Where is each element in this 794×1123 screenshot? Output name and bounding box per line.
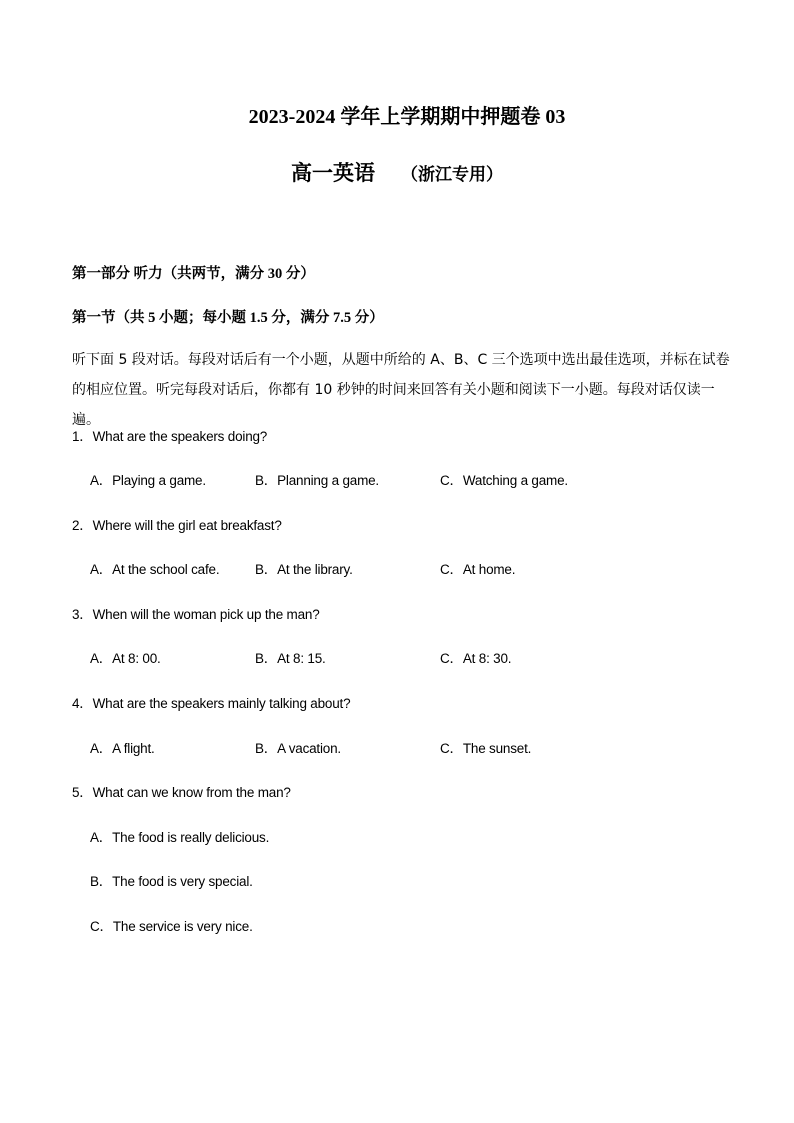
instructions-paragraph: 听下面 5 段对话。每段对话后有一个小题，从题中所给的 A、B、C 三个选项中选出最佳选项，并标在试卷的相应位置。听完每段对话后，你都有 10 秒钟的时间来回答有关小题和阅读下一小题。每段对话仅读一遍。 (72, 352, 730, 428)
question-stem: 3．When will the woman pick up the man? (72, 607, 320, 622)
question-option: B．At the library. (255, 562, 353, 577)
question-stem: 4．What are the speakers mainly talking about? (72, 696, 351, 711)
question-option: C．At 8: 30. (440, 651, 512, 666)
question-option: C．Watching a game. (440, 473, 568, 488)
question-option: B．Planning a game. (255, 473, 379, 488)
question-option: A．A flight. (90, 741, 155, 756)
section-heading: 第一节（共 5 小题；每小题 1.5 分，满分 7.5 分） (72, 310, 384, 326)
question-stem: 1．What are the speakers doing? (72, 429, 268, 444)
question-option: C．At home. (440, 562, 516, 577)
exam-title: 2023-2024 学年上学期期中押题卷 03 (248, 106, 566, 128)
question-option: C．The service is very nice. (90, 919, 253, 934)
subject-name: 高一英语 (291, 161, 375, 185)
subject-note: （浙江专用） (401, 165, 503, 184)
question-option: B．The food is very special. (90, 874, 253, 889)
exam-subtitle (0, 161, 794, 187)
question-option: A．At 8: 00. (90, 651, 161, 666)
question-option: C．The sunset. (440, 741, 532, 756)
question-option: A．The food is really delicious. (90, 830, 270, 845)
question-option: A．Playing a game. (90, 473, 206, 488)
question-stem: 5．What can we know from the man? (72, 785, 291, 800)
question-option: A．At the school cafe. (90, 562, 220, 577)
part-heading: 第一部分 听力（共两节，满分 30 分） (72, 266, 315, 282)
question-option: B．At 8: 15. (255, 651, 326, 666)
question-stem: 2．Where will the girl eat breakfast? (72, 518, 282, 533)
question-option: B．A vacation. (255, 741, 341, 756)
